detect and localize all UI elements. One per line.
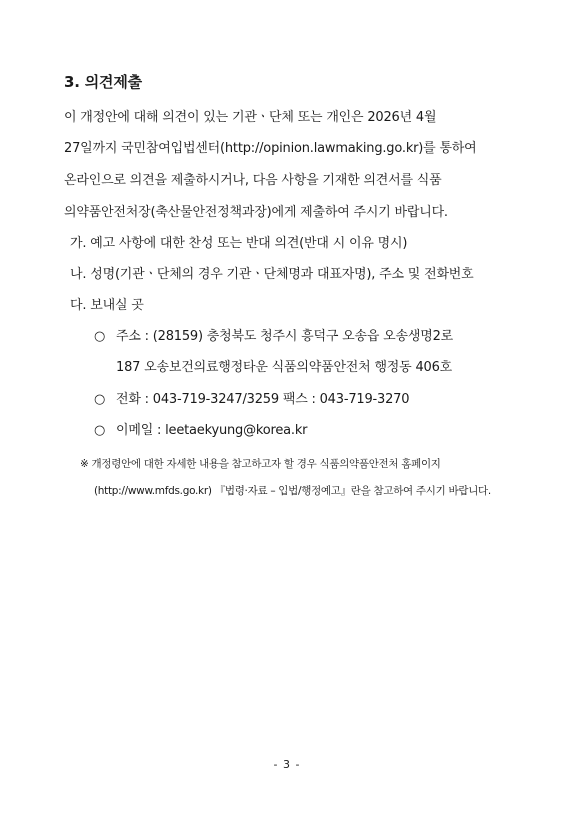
phone-row <box>94 391 409 409</box>
bullet-icon: ○ <box>94 423 106 438</box>
bullet-icon: ○ <box>94 392 106 407</box>
intro-line-3: 온라인으로 의견을 제출하시거나, 다음 사항을 기재한 의견서를 식품 <box>64 173 442 188</box>
email: 이메일 : leetaekyung@korea.kr <box>116 423 308 438</box>
address-line-2: 187 오송보건의료행정타운 식품의약품안전처 행정동 406호 <box>116 360 453 375</box>
address-line-1: 주소 : (28159) 충청북도 청주시 흥덕구 오송읍 오송생명2로 <box>116 329 454 344</box>
phone-fax: 전화 : 043-719-3247/3259 팩스 : 043-719-3270 <box>116 392 410 407</box>
intro-line-2: 27일까지 국민참여입법센터(http://opinion.lawmaking.go.kr)를 통하여 <box>64 141 477 156</box>
bullet-icon: ○ <box>94 329 106 344</box>
address-row <box>94 328 453 346</box>
email-row <box>94 422 307 440</box>
section-heading: 3. 의견제출 <box>64 73 142 91</box>
item-na: 나. 성명(기관ㆍ단체의 경우 기관ㆍ단체명과 대표자명), 주소 및 전화번호 <box>70 267 474 282</box>
intro-line-1: 이 개정안에 대해 의견이 있는 기관ㆍ단체 또는 개인은 2026년 4월 <box>64 110 437 125</box>
item-ga: 가. 예고 사항에 대한 찬성 또는 반대 의견(반대 시 이유 명시) <box>70 236 408 251</box>
page-number: - 3 - <box>273 758 301 771</box>
note-line-1: ※ 개정령안에 대한 자세한 내용을 참고하고자 할 경우 식품의약품안전처 홈페이지 <box>80 458 441 470</box>
intro-line-4: 의약품안전처장(축산물안전정책과장)에게 제출하여 주시기 바랍니다. <box>64 205 448 220</box>
item-da: 다. 보내실 곳 <box>70 298 144 313</box>
note-line-2: (http://www.mfds.go.kr) 『법령·자료 – 입법/행정예고』란을 참고하여 주시기 바랍니다. <box>94 485 491 497</box>
